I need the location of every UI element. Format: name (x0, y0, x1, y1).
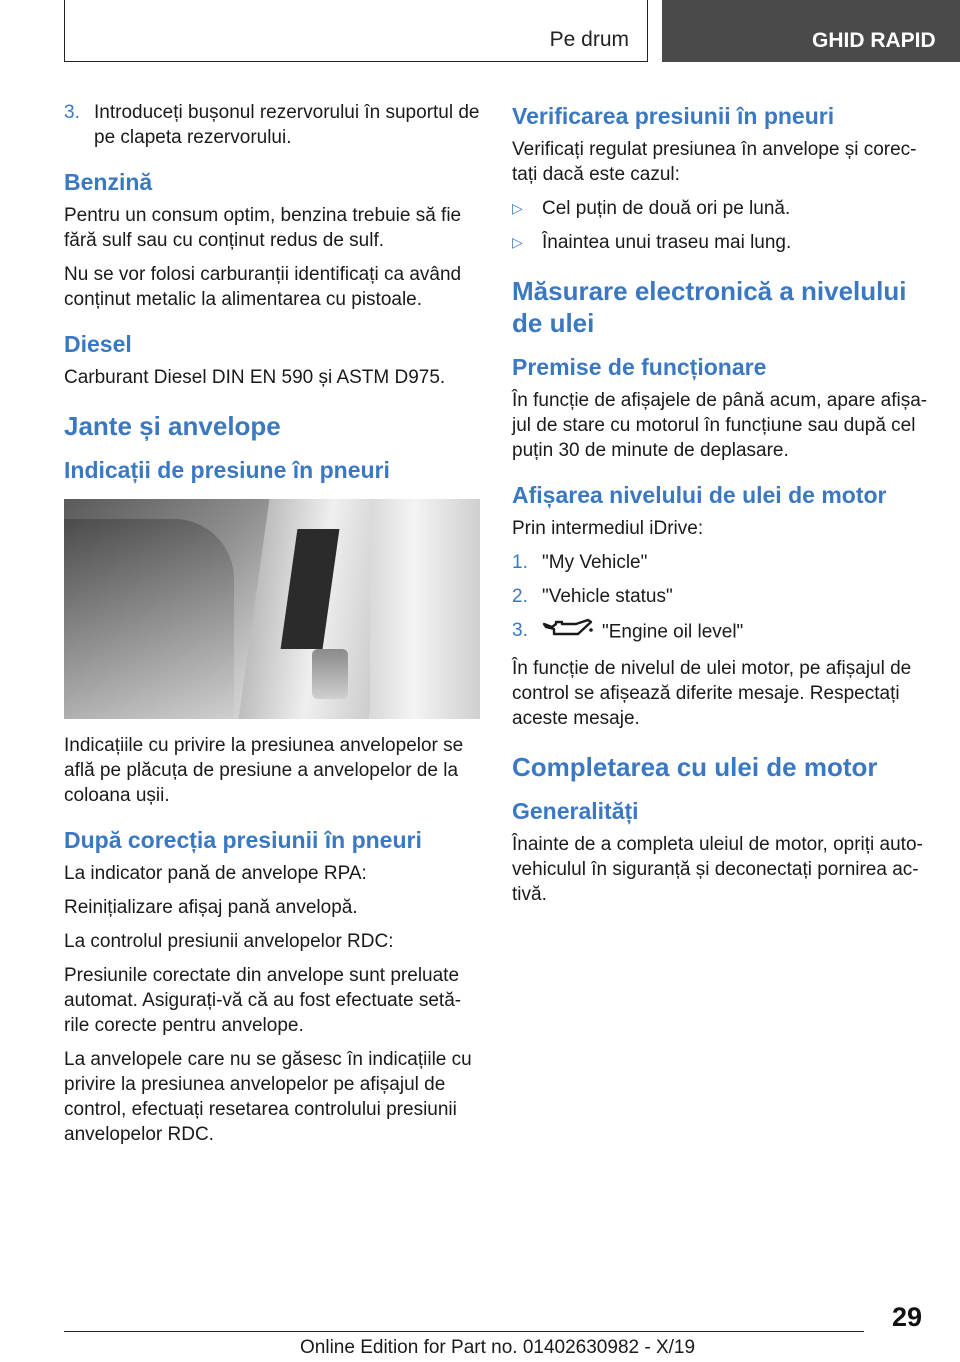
paragraph: Verificați regulat presiunea în anvelope și corec-tați dacă este cazul: (512, 139, 917, 185)
photo-caption: Indicațiile cu privire la presiunea anvelopelor se află pe plăcuța de presiune a anvelopelor de la coloana ușii. (64, 735, 464, 806)
step-text: Introduceți bușonul rezervorului în suportul de pe clapeta rezervorului. (94, 102, 480, 148)
heading-indicatii-presiune: Indicații de presiune în pneuri (64, 457, 390, 483)
heading-generalitati: Generalități (512, 798, 639, 824)
bullet-text: Înaintea unui traseu mai lung. (542, 232, 792, 253)
step-number: 3. (512, 620, 528, 641)
paragraph: În funcție de nivelul de ulei motor, pe afișajul de control se afișează diferite mesaje. Respectați aceste mesaje. (512, 658, 912, 729)
paragraph: Pentru un consum optim, benzina trebuie să fie fără sulf sau cu conținut redus de sulf. (64, 205, 462, 251)
oil-can-icon (542, 618, 594, 647)
paragraph: Nu se vor folosi carburanții identificați ca având conținut metalic la alimentarea cu pistoale. (64, 264, 462, 310)
heading-completarea-ulei: Completarea cu ulei de motor (512, 752, 878, 782)
page-number: 29 (892, 1302, 923, 1332)
heading-masurare-electronica: Măsurare electronică a nivelului de ulei (512, 276, 907, 338)
list-item-step-3 (512, 618, 928, 647)
heading-verificarea-presiunii: Verificarea presiunii în pneuri (512, 103, 835, 129)
bullet-text: Cel puțin de două ori pe lună. (542, 198, 791, 219)
quick-guide-badge[interactable]: GHID RAPID (662, 0, 960, 62)
step-number: 2. (512, 586, 528, 607)
footer-divider (64, 1331, 864, 1332)
paragraph: Presiunile corectate din anvelope sunt preluate automat. Asigurați-vă că au fost efectuate setă-rile corecte pentru anvelope. (64, 965, 462, 1036)
list-item-step-3 (64, 100, 482, 150)
paragraph: La anvelopele care nu se găsesc în indicațiile cu privire la presiunea anvelopelor pe afișajul de control, efectuați resetarea controlului presiunii anvelopelor RDC. (64, 1049, 472, 1145)
paragraph: La controlul presiunii anvelopelor RDC: (64, 931, 394, 952)
paragraph: Carburant Diesel DIN EN 590 și ASTM D975. (64, 367, 446, 388)
left-column (64, 100, 482, 1156)
triangle-bullet-icon: ▷ (512, 200, 523, 216)
paragraph: În funcție de afișajele de până acum, apare afișa-jul de stare cu motorul în funcțiune sau după cel puțin 30 de minute de deplasare. (512, 390, 928, 461)
photo-door-hinge (312, 649, 348, 699)
step-number: 1. (512, 552, 528, 573)
paragraph: Prin intermediul iDrive: (512, 518, 704, 539)
step-text: "My Vehicle" (542, 552, 648, 573)
step-text: "Vehicle status" (542, 586, 673, 607)
triangle-bullet-icon: ▷ (512, 234, 523, 250)
right-column (512, 100, 928, 916)
step-text: "Engine oil level" (602, 621, 744, 643)
list-item-bullet (512, 196, 928, 221)
paragraph: Reinițializare afișaj pană anvelopă. (64, 897, 358, 918)
paragraph: Înainte de a completa uleiul de motor, opriți auto-vehiculul în siguranță și deconectați pornirea ac-tivă. (512, 834, 923, 905)
heading-jante-anvelope: Jante și anvelope (64, 411, 281, 441)
photo-seat (64, 519, 234, 719)
list-item-bullet (512, 230, 928, 255)
section-title: Pe drum (549, 28, 629, 51)
paragraph: La indicator pană de anvelope RPA: (64, 863, 367, 884)
tire-pressure-label-photo (64, 499, 480, 719)
heading-premise: Premise de funcționare (512, 354, 767, 380)
heading-benzina: Benzină (64, 169, 153, 195)
heading-diesel: Diesel (64, 331, 132, 357)
step-number: 3. (64, 102, 80, 123)
list-item-step-2 (512, 584, 928, 609)
heading-dupa-corectia: După corecția presiunii în pneuri (64, 827, 422, 853)
list-item-step-1 (512, 550, 928, 575)
heading-afisarea-nivelului: Afișarea nivelului de ulei de motor (512, 482, 887, 508)
footer-edition: Online Edition for Part no. 01402630982 - X/19 (300, 1337, 696, 1358)
photo-door-edge (370, 499, 480, 719)
header-frame (64, 0, 648, 62)
